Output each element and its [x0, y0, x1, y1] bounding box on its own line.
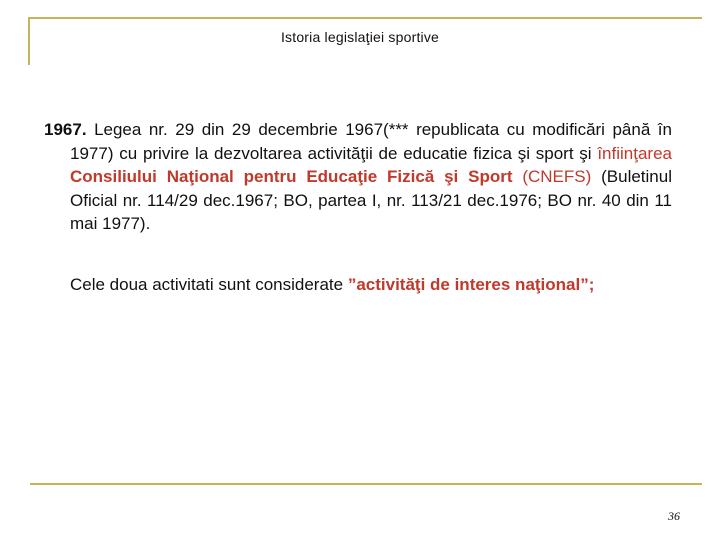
interest-text: Cele doua activitati sunt considerate — [70, 275, 348, 294]
council-name: Consiliului Naţional pentru Educaţie Fizică şi Sport — [70, 167, 513, 186]
law-text-part-1: Legea nr. 29 din 29 decembrie 1967(*** republicata cu modificări până în 1977) cu privire la dezvoltarea activităţii de educatie fizica şi sport şi — [70, 120, 672, 163]
page-number: 36 — [668, 509, 680, 523]
top-frame-line — [28, 17, 702, 19]
interest-paragraph — [70, 273, 630, 297]
founding-text: înfiinţarea — [597, 143, 672, 163]
law-paragraph — [44, 118, 672, 236]
national-interest-text: ”activităţi de interes naţional”; — [347, 275, 595, 294]
year-label: 1967. — [44, 120, 87, 139]
council-acronym: (CNEFS) — [512, 167, 592, 186]
law-text-part-2: (Buletinul Oficial nr. 114/29 dec.1967; BO, partea I, nr. 113/21 dec.1976; BO nr. 40 din 11 mai 1977). — [70, 167, 672, 233]
slide-title: Istoria legislaţiei sportive — [280, 29, 440, 45]
bottom-frame-line — [30, 483, 702, 485]
